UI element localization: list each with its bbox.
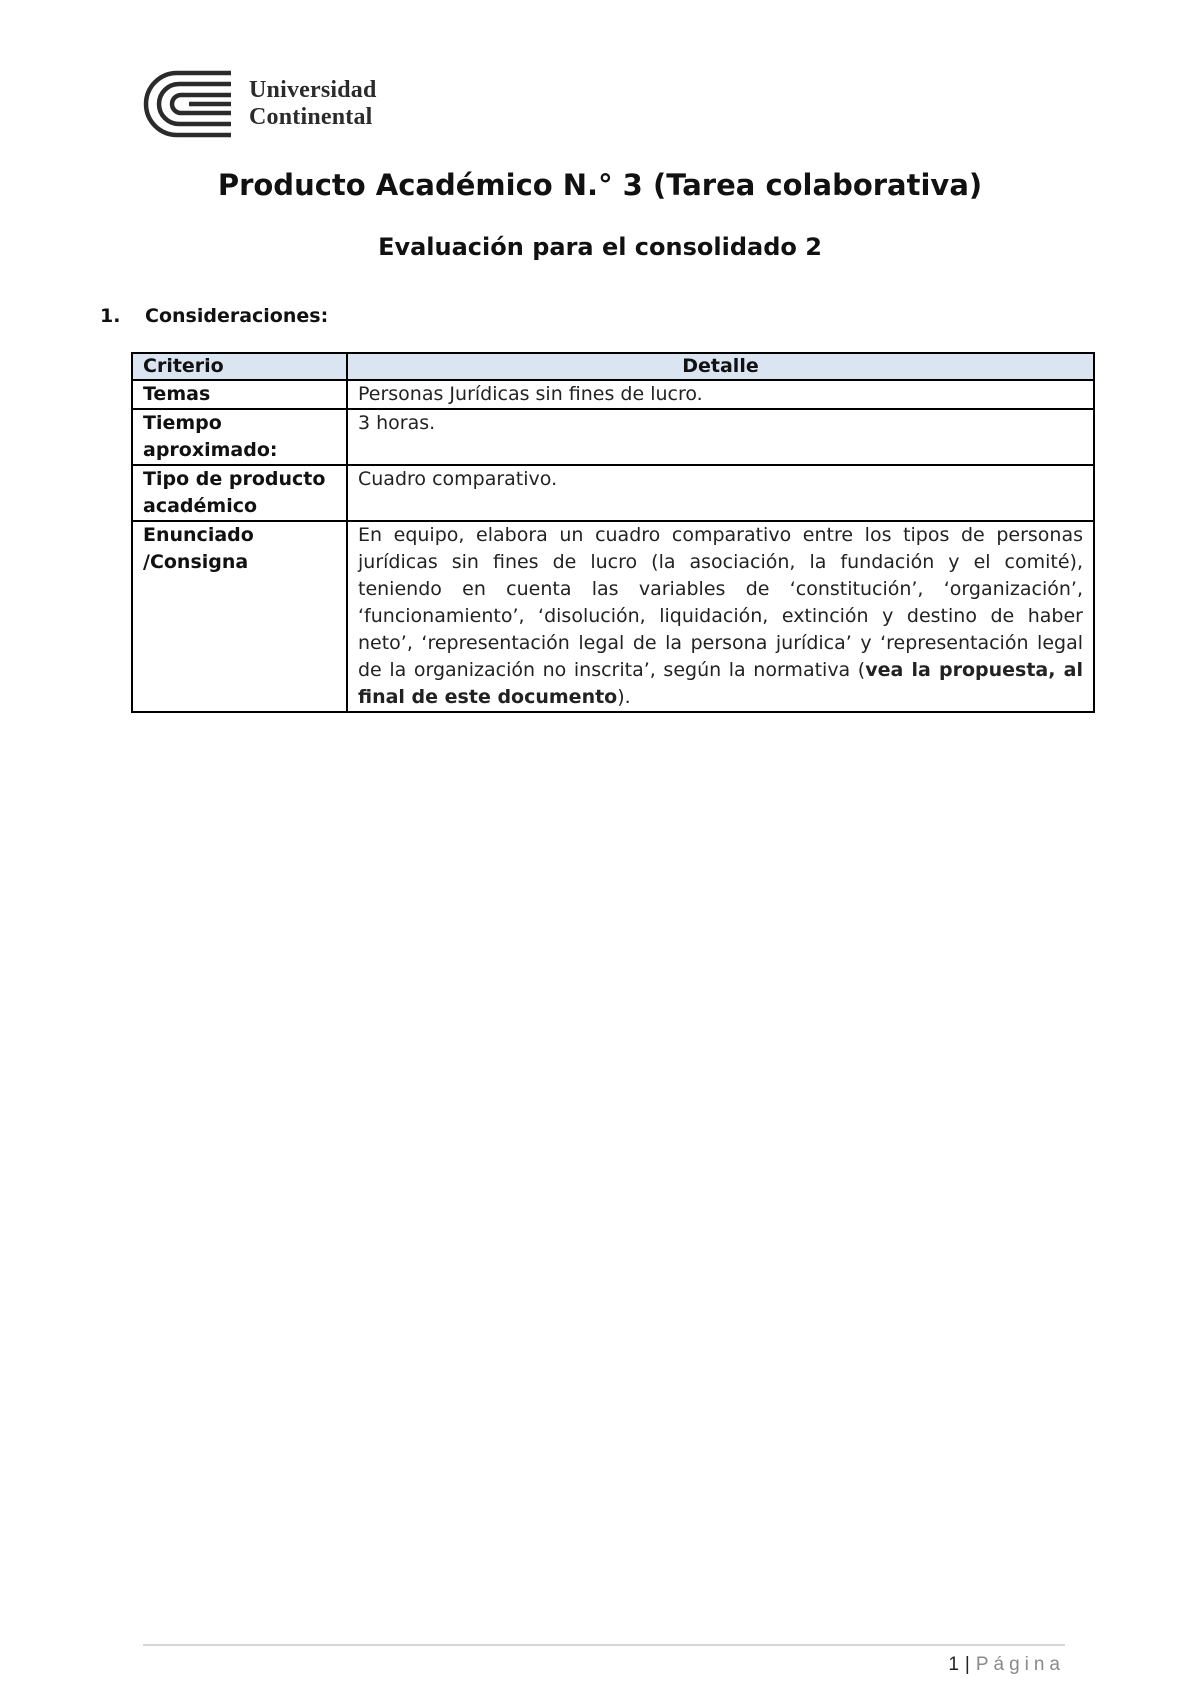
detail-cell xyxy=(347,521,1094,712)
document-title: Producto Académico N.° 3 (Tarea colaborativa) xyxy=(217,168,983,202)
detail-text: En equipo, elabora un cuadro comparativo entre los tipos de personas jurídicas sin fines de lucro (la asociación, la fundación y el comité), teniendo en cuenta las variables de ‘constitución’, ‘organización’, ‘funcionamiento’, ‘disolución, liquidación, extinción y destino de haber neto’, ‘representación legal de la persona jurídica’ y ‘representación legal de la organización no inscrita’, según la normativa ( xyxy=(358,524,1083,681)
table-row xyxy=(132,380,1094,409)
page-number xyxy=(948,1654,1065,1676)
detail-cell: Cuadro comparativo. xyxy=(347,465,1094,521)
criterion-cell: Enunciado /Consigna xyxy=(132,521,347,712)
page-number-value: 1 xyxy=(948,1654,959,1675)
section-number: 1. xyxy=(100,305,121,327)
table-row xyxy=(132,465,1094,521)
detail-end-text: ). xyxy=(617,686,631,708)
university-c-logo-icon xyxy=(143,70,235,138)
criterion-cell: Tipo de producto académico xyxy=(132,465,347,521)
logo-line-1: Universidad xyxy=(249,77,377,103)
university-logo xyxy=(143,70,377,138)
header-detalle: Detalle xyxy=(347,353,1094,380)
logo-wordmark xyxy=(249,77,377,131)
page-label: Página xyxy=(975,1654,1065,1675)
document-subtitle: Evaluación para el consolidado 2 xyxy=(378,233,822,261)
footer-divider xyxy=(143,1644,1065,1646)
header-criterio: Criterio xyxy=(132,353,347,380)
table-row xyxy=(132,409,1094,465)
table-row xyxy=(132,521,1094,712)
table-header-row xyxy=(132,353,1094,380)
criteria-table xyxy=(131,352,1095,713)
section-title: Consideraciones: xyxy=(145,305,329,327)
detail-cell: Personas Jurídicas sin fines de lucro. xyxy=(347,380,1094,409)
detail-bold-text: vea la propuesta, al final de este documento xyxy=(358,659,1083,708)
criterion-cell: Temas xyxy=(132,380,347,409)
detail-cell: 3 horas. xyxy=(347,409,1094,465)
criterion-cell: Tiempo aproximado: xyxy=(132,409,347,465)
page-number-separator: | xyxy=(964,1654,970,1675)
section-heading xyxy=(100,305,328,327)
logo-line-2: Continental xyxy=(249,104,373,130)
